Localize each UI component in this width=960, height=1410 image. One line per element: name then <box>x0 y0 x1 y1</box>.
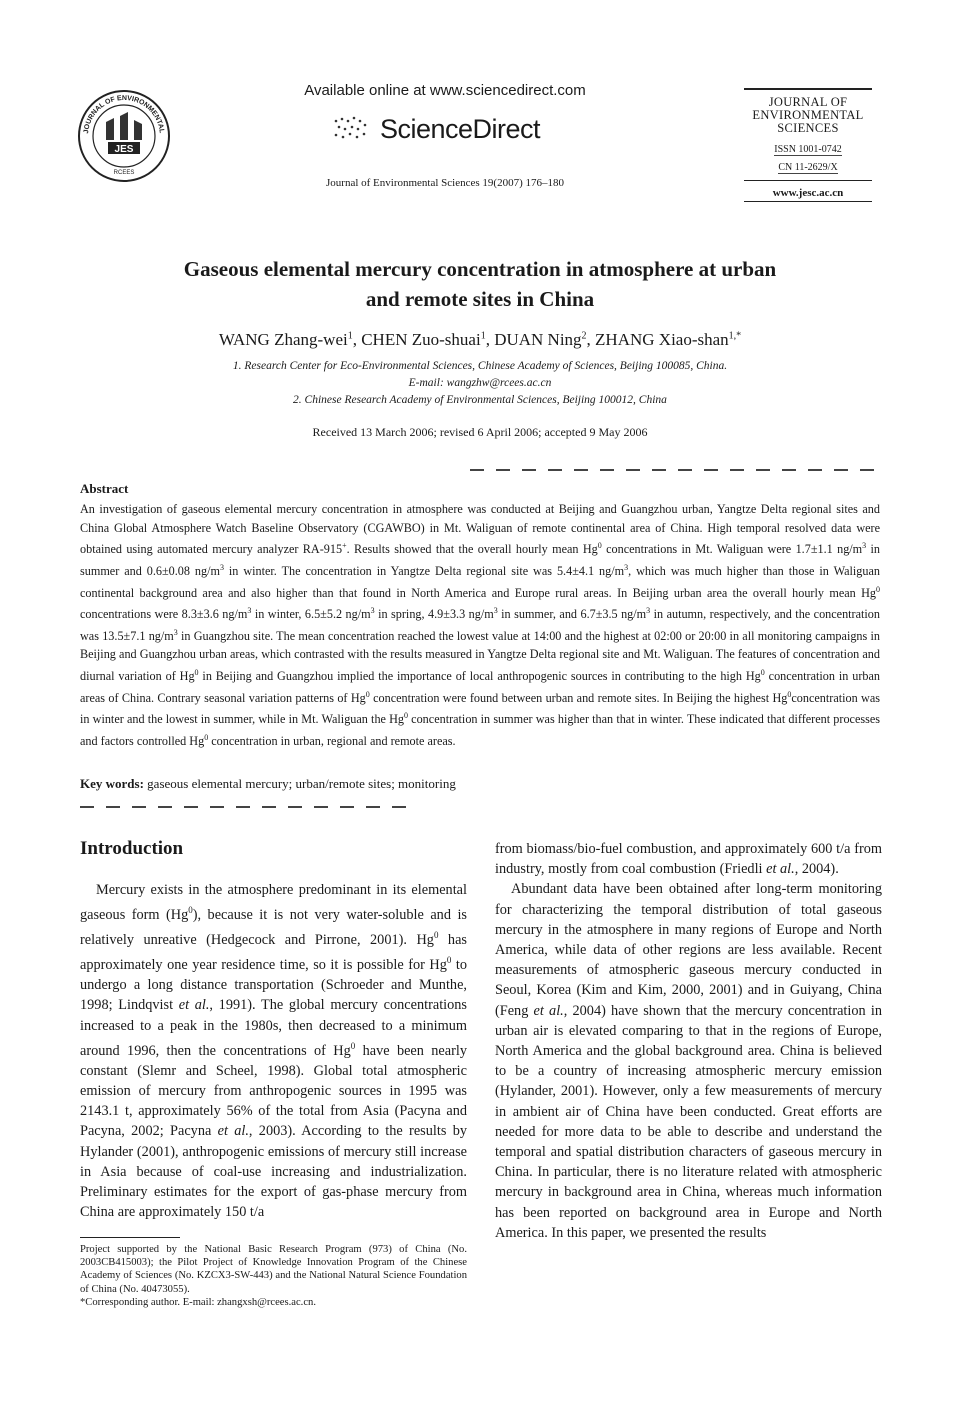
journal-citation: Journal of Environmental Sciences 19(2007) 176–180 <box>326 177 564 189</box>
article-title: Gaseous elemental mercury concentration in atmosphere at urban and remote sites in China <box>183 257 777 311</box>
intro-paragraph-1: Mercury exists in the atmosphere predominant in its elemental gaseous form (Hg$^0$), because it is not very water-soluble and is relatively unreative (Hedgecock and Pirrone, 2001). Hg$^0$ has approximately one year residence time, so it is possible for Hg$^0$ to undergo a long distance transportation (Schroeder and Munthe, 1998; Lindqvist et al., 1991). The global mercury concentrations increased to a peak in the 1980s, then decreased to a minimum around 1996, then the concentrations of Hg$^0$ have been nearly constant (Slemr and Scheel, 1998). Global total atmospheric emission of mercury from anthropogenic sources in 1995 was 2143.1 t, approximately 56% of the total from Asia (Pacyna and Pacyna, 2002; Pacyna et al., 2003). According to the results by Hylander (2001), anthropogenic emissions of mercury still increase in Asia because of coal-use increasing and industrialization. Preliminary estimates for the export of gas-phase mercury from China are approximately 150 t/a <box>80 882 467 1221</box>
logo-bottom-text: RCEES <box>113 170 135 176</box>
author-name: ZHANG Xiao-shan <box>595 330 729 349</box>
cn-number: CN 11-2629/X <box>778 162 838 173</box>
intro-paragraph-2: Abundant data have been obtained after long-term monitoring for characterizing the temporal distribution of total gaseous mercury in the atmosphere in many regions of Europe and North America, while data of other regions are less available. Recent measurements of atmospheric gaseous mercury conducted in Seoul, Korea (Kim and Kim, 2000, 2001) and in Guiyang, China (Feng et al., 2004) have shown that the mercury concentration in urban air is elevated comparing to that in the regions of Europe, North America and the global background area. China is believed to be a country of increasing atmospheric mercury emission (Hylander, 2001). However, only a few measurements of mercury in ambient air of China have been conducted. Great efforts are needed for more data to be able to describe and understand the temporal and spatial distribution characters of gaseous mercury in China. In particular, there is no literature related with atmospheric mercury in background area in China, whereas much information has been reported on background area in Europe and North America. In this paper, we presented the results <box>495 881 882 1241</box>
journal-logo <box>76 88 172 184</box>
received-dates: Received 13 March 2006; revised 6 April 2006; accepted 9 May 2006 <box>312 425 648 439</box>
intro-paragraph-1-cont: from biomass/bio-fuel combustion, and approximately 600 t/a from industry, mostly from coal combustion (Friedli et al., 2004). <box>495 841 882 878</box>
author-name: WANG Zhang-wei <box>218 330 348 349</box>
journal-website[interactable]: www.jesc.ac.cn <box>772 187 844 199</box>
footnote-corresponding: *Corresponding author. E-mail: zhangxsh@rcees.ac.cn. <box>80 1296 316 1308</box>
footnote-project: Project supported by the National Basic Research Program (973) of China (No. 2003CB415003); the Pilot Project of Knowledge Innovation Program of the Chinese Academy of Sciences (No. KZCX3-SW-443) and the National Natural Science Foundation of China (No. 40473055). <box>80 1244 467 1295</box>
sciencedirect-name: ScienceDirect <box>380 113 541 144</box>
author-email[interactable]: E-mail: wangzhw@rcees.ac.cn <box>408 377 552 389</box>
separator-dashes <box>80 806 410 808</box>
keywords-text: gaseous elemental mercury; urban/remote sites; monitoring <box>147 776 456 791</box>
keywords-label: Key words: <box>80 776 144 791</box>
footnotes <box>80 1243 467 1309</box>
right-column <box>495 839 882 1243</box>
separator-dashes <box>470 469 880 471</box>
introduction-heading: Introduction <box>80 838 184 859</box>
affiliation-1: 1. Research Center for Eco-Environmental Sciences, Chinese Academy of Sciences, Beijing 100085, China. <box>232 360 728 372</box>
abstract-text: An investigation of gaseous elemental mercury concentration in atmosphere was conducted at Beijing and Guangzhou urban, Yangtze Delta regional sites and China Global Atmosphere Watch Baseline Observatory (CGAWBO) in Mt. Waliguan of remote continental area of China. High temporal resolved data were obtained using automated mercury analyzer RA-915+. Results showed that the overall hourly mean Hg$^0$ concentrations in Mt. Waliguan were 1.7±1.1 $ng/m^3$ in summer and 0.6±0.08 $ng/m^3$ in winter. The concentration in Yangtze Delta regional site was 5.4±4.1 $ng/m^3$, which was much higher than those in Waliguan continental background area and also higher than that found in North America and Europe rural areas. In Beijing urban area the overall hourly mean Hg$^0$ concentrations were 8.3±3.6 $ng/m^3$ in winter, 6.5±5.2 $ng/m^3$ in spring, 4.9±3.3 $ng/m^3$ in summer, and 6.7±3.5 $ng/m^3$ in autumn, respectively, and the concentration was 13.5±7.1 $ng/m^3$ in Guangzhou site. The mean concentration reached the lowest value at 14:00 and the highest at 02:00 or 20:00 in all monitoring campaigns in Beijing and Guangzhou urban areas, which contrasted with the results measured in Yangtze Delta regional site and Mt. Waliguan. The features of concentration and diurnal variation of Hg$^0$ in Beijing and Guangzhou implied the importance of local anthropogenic sources in contributing to the high Hg$^0$ concentration in urban areas of China. Contrary seasonal variation patterns of Hg$^0$ concentration were found between urban and remote sites. In Beijing the highest Hg$^0$concentration was in winter and the lowest in summer, while in Mt. Waliguan the Hg$^0$ concentration in summer was higher than that in winter. These indicated that different processes and factors controlled Hg$^0$ concentration in urban, regional and remote areas. <box>80 502 881 749</box>
author-list: WANG Zhang-wei$^1$, CHEN Zuo-shuai$^1$, DUAN Ning$^2$, ZHANG Xiao-shan$^{1,*}$ <box>218 330 742 349</box>
logo-ring-text: JOURNAL OF ENVIRONMENTAL <box>83 94 165 135</box>
logo-center-text: JES <box>114 144 134 155</box>
issn: ISSN 1001-0742 <box>774 144 842 155</box>
keywords <box>80 776 456 792</box>
left-column <box>80 880 467 1222</box>
journal-name: JOURNAL OF ENVIRONMENTAL SCIENCES <box>752 95 864 135</box>
author-name: CHEN Zuo-shuai <box>361 330 481 349</box>
author-name: DUAN Ning <box>494 330 582 349</box>
available-online-text: Available online at www.sciencedirect.com <box>304 82 586 99</box>
affiliation-2: 2. Chinese Research Academy of Environmental Sciences, Beijing 100012, China <box>293 394 667 406</box>
footnote-rule <box>80 1237 180 1238</box>
journal-box <box>744 88 872 202</box>
abstract-heading: Abstract <box>80 481 129 496</box>
sciencedirect-dots-icon <box>330 115 372 143</box>
sciencedirect-brand <box>330 112 540 146</box>
